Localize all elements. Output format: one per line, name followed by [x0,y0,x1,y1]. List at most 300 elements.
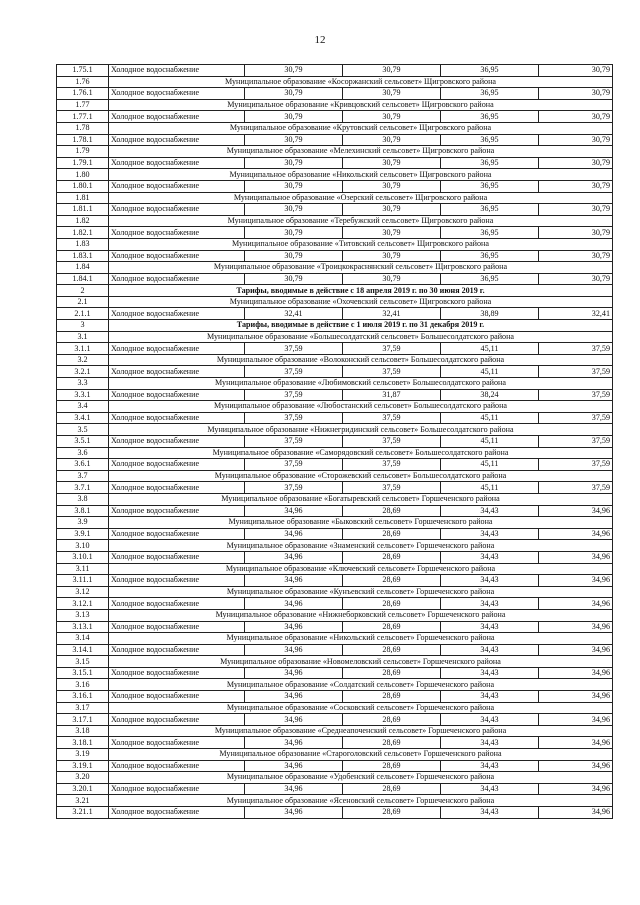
municipality-row [57,517,613,529]
row-number: 1.77 [57,99,109,111]
tariff-value-2: 30,79 [343,65,441,77]
municipality-title: Муниципальное образование «Удобенский сельсовет» Горшеченского района [109,772,613,784]
row-number: 1.82 [57,215,109,227]
tariff-value-1: 30,79 [245,157,343,169]
table-row [57,111,613,123]
municipality-title: Муниципальное образование «Сторожевский сельсовет» Большесолдатского района [109,470,613,482]
tariff-value-4: 30,79 [539,180,613,192]
row-number: 3.10.1 [57,551,109,563]
municipality-title: Муниципальное образование «Среднеапоченский сельсовет» Горшеченского района [109,725,613,737]
municipality-row [57,540,613,552]
tariff-value-2: 30,79 [343,250,441,262]
tariff-value-2: 37,59 [343,436,441,448]
row-number: 3.3 [57,378,109,390]
municipality-row [57,122,613,134]
tariff-value-3: 45,11 [441,412,539,424]
tariff-value-4: 37,59 [539,482,613,494]
tariff-value-2: 37,59 [343,412,441,424]
municipality-title: Муниципальное образование «Новомеловский сельсовет» Горшеченского района [109,656,613,668]
service-name: Холодное водоснабжение [109,528,245,540]
table-row [57,667,613,679]
tariff-value-4: 34,96 [539,714,613,726]
tariff-value-3: 34,43 [441,807,539,819]
tariff-value-1: 32,41 [245,308,343,320]
service-name: Холодное водоснабжение [109,343,245,355]
row-number: 1.80 [57,169,109,181]
tariff-value-1: 37,59 [245,412,343,424]
tariff-value-3: 45,11 [441,366,539,378]
municipality-row [57,749,613,761]
tariff-table-body [57,65,613,819]
municipality-title: Муниципальное образование «Охочевский сельсовет» Щигровского района [109,296,613,308]
municipality-row [57,169,613,181]
municipality-title: Муниципальное образование «Нижнеборковский сельсовет» Горшеченского района [109,609,613,621]
tariff-value-4: 34,96 [539,598,613,610]
municipality-title: Муниципальное образование «Озерский сельсовет» Щигровского района [109,192,613,204]
table-row [57,551,613,563]
tariff-value-1: 30,79 [245,111,343,123]
table-row [57,737,613,749]
table-row [57,343,613,355]
row-number: 1.80.1 [57,180,109,192]
municipality-title: Муниципальное образование «Никольский сельсовет» Горшеченского района [109,633,613,645]
municipality-title: Муниципальное образование «Сосковский сельсовет» Горшеченского района [109,702,613,714]
tariff-value-2: 32,41 [343,308,441,320]
tariff-value-4: 34,96 [539,667,613,679]
tariff-value-2: 37,59 [343,459,441,471]
table-row [57,134,613,146]
row-number: 2.1.1 [57,308,109,320]
tariff-value-2: 28,69 [343,760,441,772]
row-number: 1.81.1 [57,204,109,216]
municipality-row [57,331,613,343]
tariff-value-3: 34,43 [441,714,539,726]
tariff-value-4: 37,59 [539,412,613,424]
municipality-row [57,378,613,390]
municipality-row [57,470,613,482]
tariff-value-1: 34,96 [245,551,343,563]
table-row [57,436,613,448]
tariff-value-2: 28,69 [343,737,441,749]
municipality-title: Муниципальное образование «Теребужский сельсовет» Щигровского района [109,215,613,227]
tariff-value-3: 36,95 [441,180,539,192]
service-name: Холодное водоснабжение [109,760,245,772]
municipality-title: Муниципальное образование «Никольский сельсовет» Щигровского района [109,169,613,181]
tariff-value-4: 34,96 [539,760,613,772]
tariff-value-2: 28,69 [343,551,441,563]
row-number: 3.14.1 [57,644,109,656]
row-number: 3.10 [57,540,109,552]
tariff-value-4: 30,79 [539,273,613,285]
tariff-value-1: 30,79 [245,134,343,146]
tariff-value-2: 28,69 [343,598,441,610]
tariff-value-2: 30,79 [343,204,441,216]
municipality-title: Муниципальное образование «Саморядовский сельсовет» Большесолдатского района [109,447,613,459]
service-name: Холодное водоснабжение [109,157,245,169]
tariff-value-3: 45,11 [441,436,539,448]
table-row [57,505,613,517]
tariff-value-4: 30,79 [539,111,613,123]
table-row [57,482,613,494]
tariff-value-4: 30,79 [539,157,613,169]
row-number: 3.7 [57,470,109,482]
tariff-value-3: 34,43 [441,551,539,563]
row-number: 3.21.1 [57,807,109,819]
row-number: 3.9.1 [57,528,109,540]
row-number: 3.1.1 [57,343,109,355]
tariff-value-2: 30,79 [343,180,441,192]
tariff-value-1: 37,59 [245,482,343,494]
table-row [57,760,613,772]
municipality-row [57,192,613,204]
tariff-value-1: 34,96 [245,528,343,540]
row-number: 3.12.1 [57,598,109,610]
section-row [57,320,613,332]
row-number: 3.16.1 [57,691,109,703]
row-number: 1.76 [57,76,109,88]
tariff-value-3: 34,43 [441,598,539,610]
tariff-value-3: 36,95 [441,273,539,285]
table-row [57,807,613,819]
table-row [57,157,613,169]
row-number: 3.1 [57,331,109,343]
row-number: 2 [57,285,109,297]
municipality-row [57,656,613,668]
municipality-title: Муниципальное образование «Знаменский сельсовет» Горшеченского района [109,540,613,552]
municipality-row [57,262,613,274]
row-number: 3.7.1 [57,482,109,494]
service-name: Холодное водоснабжение [109,389,245,401]
tariff-value-4: 37,59 [539,343,613,355]
section-title: Тарифы, вводимые в действие с 1 июля 2019 г. по 31 декабря 2019 г. [109,320,613,332]
municipality-title: Муниципальное образование «Мелехинский сельсовет» Щигровского района [109,146,613,158]
municipality-row [57,725,613,737]
tariff-value-2: 28,69 [343,714,441,726]
row-number: 3.6 [57,447,109,459]
row-number: 3.17.1 [57,714,109,726]
tariff-value-2: 28,69 [343,621,441,633]
row-number: 1.84.1 [57,273,109,285]
row-number: 3.16 [57,679,109,691]
tariff-value-3: 36,95 [441,227,539,239]
tariff-value-3: 36,95 [441,157,539,169]
table-row [57,88,613,100]
tariff-value-4: 34,96 [539,807,613,819]
tariff-value-4: 34,96 [539,621,613,633]
tariff-value-3: 34,43 [441,691,539,703]
tariff-value-3: 34,43 [441,760,539,772]
municipality-row [57,795,613,807]
tariff-value-2: 28,69 [343,644,441,656]
tariff-value-2: 37,59 [343,482,441,494]
row-number: 3.8.1 [57,505,109,517]
row-number: 3.19 [57,749,109,761]
table-row [57,65,613,77]
section-title: Тарифы, вводимые в действие с 18 апреля 2019 г. по 30 июня 2019 г. [109,285,613,297]
municipality-row [57,99,613,111]
table-row [57,308,613,320]
tariff-value-1: 37,59 [245,459,343,471]
table-row [57,389,613,401]
service-name: Холодное водоснабжение [109,436,245,448]
tariff-value-1: 34,96 [245,644,343,656]
row-number: 1.83 [57,238,109,250]
tariff-value-4: 37,59 [539,389,613,401]
service-name: Холодное водоснабжение [109,134,245,146]
tariff-value-4: 34,96 [539,737,613,749]
municipality-title: Муниципальное образование «Титовский сельсовет» Щигровского района [109,238,613,250]
tariff-value-2: 28,69 [343,528,441,540]
table-row [57,459,613,471]
municipality-row [57,493,613,505]
tariff-value-1: 34,96 [245,575,343,587]
row-number: 3.18 [57,725,109,737]
row-number: 3 [57,320,109,332]
municipality-row [57,354,613,366]
service-name: Холодное водоснабжение [109,366,245,378]
service-name: Холодное водоснабжение [109,227,245,239]
page-number: 12 [314,34,326,46]
tariff-value-3: 34,43 [441,644,539,656]
tariff-value-2: 30,79 [343,111,441,123]
service-name: Холодное водоснабжение [109,783,245,795]
row-number: 1.78.1 [57,134,109,146]
municipality-row [57,447,613,459]
tariff-value-2: 28,69 [343,691,441,703]
tariff-value-2: 30,79 [343,88,441,100]
tariff-value-4: 37,59 [539,459,613,471]
tariff-value-3: 34,43 [441,737,539,749]
service-name: Холодное водоснабжение [109,308,245,320]
tariff-value-4: 34,96 [539,691,613,703]
municipality-title: Муниципальное образование «Богатыревский сельсовет» Горшеченского района [109,493,613,505]
row-number: 3.2.1 [57,366,109,378]
row-number: 1.81 [57,192,109,204]
table-row [57,644,613,656]
municipality-title: Муниципальное образование «Ключевский сельсовет» Горшеченского района [109,563,613,575]
municipality-title: Муниципальное образование «Любимовский сельсовет» Большесолдатского района [109,378,613,390]
tariff-value-3: 36,95 [441,65,539,77]
table-row [57,691,613,703]
row-number: 3.4.1 [57,412,109,424]
municipality-row [57,633,613,645]
service-name: Холодное водоснабжение [109,204,245,216]
service-name: Холодное водоснабжение [109,737,245,749]
municipality-row [57,563,613,575]
tariff-value-1: 34,96 [245,598,343,610]
row-number: 1.76.1 [57,88,109,100]
municipality-row [57,772,613,784]
row-number: 3.9 [57,517,109,529]
tariff-value-1: 34,96 [245,691,343,703]
tariff-value-4: 30,79 [539,227,613,239]
row-number: 3.15.1 [57,667,109,679]
tariff-value-4: 34,96 [539,783,613,795]
service-name: Холодное водоснабжение [109,65,245,77]
tariff-value-3: 36,95 [441,250,539,262]
tariff-value-2: 30,79 [343,227,441,239]
municipality-title: Муниципальное образование «Ясеновский сельсовет» Горшеченского района [109,795,613,807]
tariff-value-1: 34,96 [245,714,343,726]
row-number: 3.3.1 [57,389,109,401]
tariff-value-1: 37,59 [245,366,343,378]
tariff-value-4: 37,59 [539,436,613,448]
tariff-value-4: 30,79 [539,134,613,146]
tariff-value-1: 30,79 [245,227,343,239]
municipality-row [57,146,613,158]
municipality-row [57,401,613,413]
tariff-value-1: 34,96 [245,505,343,517]
municipality-title: Муниципальное образование «Кривцовский сельсовет» Щигровского района [109,99,613,111]
tariff-value-3: 34,43 [441,667,539,679]
table-row [57,528,613,540]
tariff-value-2: 28,69 [343,505,441,517]
municipality-title: Муниципальное образование «Солдатский сельсовет» Горшеченского района [109,679,613,691]
tariff-value-3: 34,43 [441,505,539,517]
service-name: Холодное водоснабжение [109,807,245,819]
tariff-value-3: 36,95 [441,134,539,146]
row-number: 1.79.1 [57,157,109,169]
municipality-title: Муниципальное образование «Любостанский сельсовет» Большесолдатского района [109,401,613,413]
tariff-value-1: 30,79 [245,88,343,100]
table-row [57,714,613,726]
service-name: Холодное водоснабжение [109,180,245,192]
tariff-value-2: 31,87 [343,389,441,401]
tariff-value-3: 34,43 [441,575,539,587]
service-name: Холодное водоснабжение [109,273,245,285]
tariff-value-3: 45,11 [441,482,539,494]
tariff-value-1: 34,96 [245,783,343,795]
row-number: 1.75.1 [57,65,109,77]
tariff-value-3: 38,24 [441,389,539,401]
tariff-value-1: 37,59 [245,343,343,355]
row-number: 3.4 [57,401,109,413]
row-number: 3.15 [57,656,109,668]
tariff-value-3: 45,11 [441,343,539,355]
tariff-value-2: 30,79 [343,273,441,285]
tariff-value-3: 36,95 [441,204,539,216]
tariff-value-1: 30,79 [245,180,343,192]
service-name: Холодное водоснабжение [109,111,245,123]
row-number: 3.14 [57,633,109,645]
row-number: 1.83.1 [57,250,109,262]
tariff-value-4: 34,96 [539,575,613,587]
municipality-row [57,679,613,691]
tariff-value-1: 34,96 [245,621,343,633]
tariff-value-4: 37,59 [539,366,613,378]
service-name: Холодное водоснабжение [109,88,245,100]
tariff-table [56,64,613,819]
municipality-title: Муниципальное образование «Кунъевский сельсовет» Горшеченского района [109,586,613,598]
tariff-value-2: 30,79 [343,134,441,146]
tariff-value-3: 45,11 [441,459,539,471]
table-row [57,180,613,192]
municipality-title: Муниципальное образование «Крутовский сельсовет» Щигровского района [109,122,613,134]
tariff-value-3: 36,95 [441,111,539,123]
tariff-value-1: 34,96 [245,760,343,772]
table-row [57,412,613,424]
tariff-value-1: 34,96 [245,807,343,819]
row-number: 3.18.1 [57,737,109,749]
tariff-value-4: 34,96 [539,551,613,563]
row-number: 3.19.1 [57,760,109,772]
row-number: 3.11 [57,563,109,575]
municipality-row [57,424,613,436]
service-name: Холодное водоснабжение [109,714,245,726]
tariff-value-1: 37,59 [245,389,343,401]
tariff-value-1: 34,96 [245,737,343,749]
tariff-value-4: 30,79 [539,65,613,77]
tariff-value-3: 36,95 [441,88,539,100]
tariff-value-2: 28,69 [343,575,441,587]
service-name: Холодное водоснабжение [109,621,245,633]
row-number: 3.13 [57,609,109,621]
municipality-row [57,238,613,250]
tariff-value-3: 34,43 [441,528,539,540]
service-name: Холодное водоснабжение [109,691,245,703]
tariff-value-2: 30,79 [343,157,441,169]
municipality-row [57,586,613,598]
row-number: 1.82.1 [57,227,109,239]
row-number: 1.78 [57,122,109,134]
municipality-title: Муниципальное образование «Косоржанский сельсовет» Щигровского района [109,76,613,88]
tariff-value-3: 34,43 [441,621,539,633]
table-row [57,598,613,610]
municipality-title: Муниципальное образование «Быковский сельсовет» Горшеченского района [109,517,613,529]
tariff-value-2: 28,69 [343,783,441,795]
tariff-value-1: 30,79 [245,204,343,216]
tariff-value-3: 38,89 [441,308,539,320]
section-row [57,285,613,297]
tariff-value-2: 37,59 [343,343,441,355]
table-row [57,250,613,262]
row-number: 3.8 [57,493,109,505]
service-name: Холодное водоснабжение [109,459,245,471]
service-name: Холодное водоснабжение [109,667,245,679]
row-number: 3.2 [57,354,109,366]
table-row [57,783,613,795]
tariff-value-4: 34,96 [539,644,613,656]
table-row [57,575,613,587]
municipality-row [57,296,613,308]
tariff-value-1: 37,59 [245,436,343,448]
row-number: 3.13.1 [57,621,109,633]
row-number: 3.17 [57,702,109,714]
tariff-value-1: 30,79 [245,273,343,285]
tariff-value-4: 34,96 [539,528,613,540]
service-name: Холодное водоснабжение [109,551,245,563]
tariff-value-4: 30,79 [539,88,613,100]
row-number: 3.20 [57,772,109,784]
row-number: 1.84 [57,262,109,274]
row-number: 1.79 [57,146,109,158]
table-row [57,366,613,378]
tariff-value-4: 30,79 [539,250,613,262]
service-name: Холодное водоснабжение [109,250,245,262]
municipality-title: Муниципальное образование «Большесолдатский сельсовет» Большесолдатского района [109,331,613,343]
service-name: Холодное водоснабжение [109,482,245,494]
tariff-value-3: 34,43 [441,783,539,795]
municipality-title: Муниципальное образование «Троицкокраснянский сельсовет» Щигровского района [109,262,613,274]
municipality-title: Муниципальное образование «Волоконский сельсовет» Большесолдатского района [109,354,613,366]
table-row [57,204,613,216]
tariff-value-1: 30,79 [245,65,343,77]
tariff-value-1: 34,96 [245,667,343,679]
municipality-row [57,609,613,621]
row-number: 1.77.1 [57,111,109,123]
municipality-title: Муниципальное образование «Нижнегридинский сельсовет» Большесолдатского района [109,424,613,436]
municipality-row [57,76,613,88]
